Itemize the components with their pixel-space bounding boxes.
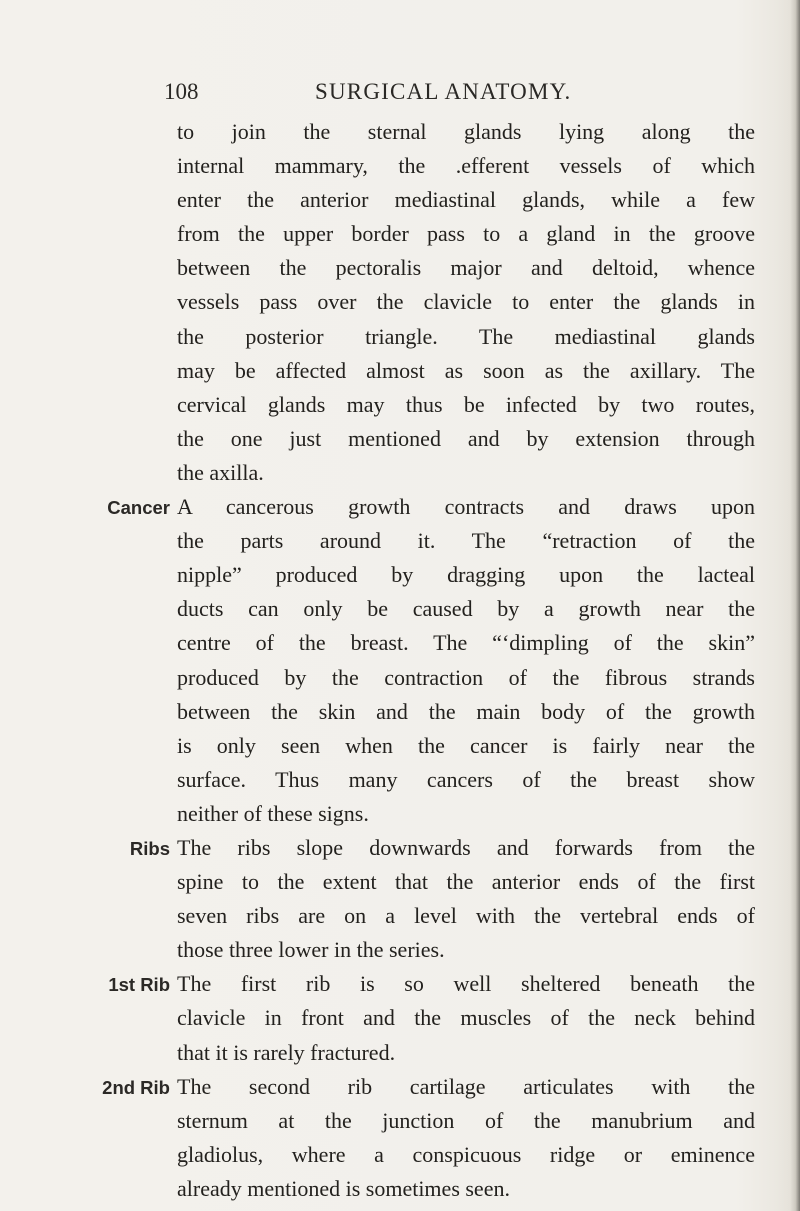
body-line-text: sternum at the junction of the manubrium and <box>177 1107 755 1133</box>
body-line-text: the one just mentioned and by extension through <box>177 425 755 451</box>
text-line <box>0 729 800 763</box>
body-line-text: internal mammary, the .efferent vessels of which <box>177 153 755 179</box>
text-line <box>0 558 800 592</box>
text-line <box>0 1001 800 1035</box>
body-line-text: the axilla. <box>177 459 264 485</box>
text-line <box>0 320 800 354</box>
body-line-text: vessels pass over the clavicle to enter the glands in <box>177 289 755 315</box>
text-line <box>0 899 800 933</box>
body-line-text: the parts around it. The “retraction of the <box>177 528 755 554</box>
margin-note: Ribs <box>129 837 170 859</box>
text-line <box>0 592 800 626</box>
text-line <box>0 422 800 456</box>
body-line-text: already mentioned is sometimes seen. <box>177 1175 510 1201</box>
body-line-text: centre of the breast. The “‘dimpling of the skin” <box>177 630 755 656</box>
body-line-text: The first rib is so well sheltered beneath the <box>177 971 755 997</box>
text-line <box>0 763 800 797</box>
body-line-text: produced by the contraction of the fibrous strands <box>177 664 755 690</box>
text-line <box>0 967 800 1001</box>
text-line <box>0 1138 800 1172</box>
body-line-text: between the pectoralis major and deltoid, whence <box>177 255 755 281</box>
body-line-text: clavicle in front and the muscles of the neck behind <box>177 1005 755 1031</box>
body-line-text: ducts can only be caused by a growth near the <box>177 596 755 622</box>
text-line <box>0 217 800 251</box>
text-line <box>0 695 800 729</box>
body-line-text: those three lower in the series. <box>177 937 445 963</box>
text-line <box>0 661 800 695</box>
body-line-text: nipple” produced by dragging upon the lacteal <box>177 562 755 588</box>
text-line <box>0 183 800 217</box>
body-line-text: cervical glands may thus be infected by two routes, <box>177 391 755 417</box>
text-line <box>0 1070 800 1104</box>
body-line-text: The ribs slope downwards and forwards from the <box>177 834 755 860</box>
text-line <box>0 865 800 899</box>
text-line <box>0 1172 800 1206</box>
body-line-text: neither of these signs. <box>177 800 369 826</box>
body-line-text: surface. Thus many cancers of the breast show <box>177 766 755 792</box>
text-line <box>0 115 800 149</box>
margin-note: 2nd Rib <box>102 1076 170 1098</box>
body-line-text: between the skin and the main body of the growth <box>177 698 755 724</box>
text-line <box>0 251 800 285</box>
running-head <box>0 72 800 112</box>
text-line <box>0 933 800 967</box>
body-line-text: that it is rarely fractured. <box>177 1039 396 1065</box>
page-edge-shadow <box>790 0 800 1211</box>
body-line-text: from the upper border pass to a gland in the groove <box>177 221 755 247</box>
text-line <box>0 797 800 831</box>
page-number: 108 <box>164 79 199 104</box>
text-line <box>0 285 800 319</box>
text-line <box>0 456 800 490</box>
body-line-text: seven ribs are on a level with the vertebral ends of <box>177 903 755 929</box>
body-line-text: spine to the extent that the anterior ends of the first <box>177 869 755 895</box>
body-line-text: is only seen when the cancer is fairly near the <box>177 732 755 758</box>
body-text-block <box>0 115 800 1206</box>
body-line-text: to join the sternal glands lying along the <box>177 119 755 144</box>
body-line-text: enter the anterior mediastinal glands, while a few <box>177 187 755 213</box>
margin-note: Cancer <box>107 497 170 519</box>
text-line <box>0 1104 800 1138</box>
body-line-text: the posterior triangle. The mediastinal glands <box>177 323 755 349</box>
text-line <box>0 524 800 558</box>
text-line <box>0 626 800 660</box>
text-line <box>0 388 800 422</box>
text-line <box>0 354 800 388</box>
text-line <box>0 1036 800 1070</box>
running-title: SURGICAL ANATOMY. <box>315 79 572 104</box>
body-line-text: may be affected almost as soon as the axillary. The <box>177 357 755 383</box>
text-line <box>0 149 800 183</box>
body-line-text: gladiolus, where a conspicuous ridge or eminence <box>177 1141 755 1167</box>
text-line <box>0 490 800 524</box>
body-line-text: A cancerous growth contracts and draws upon <box>177 494 755 520</box>
text-line <box>0 831 800 865</box>
body-line-text: The second rib cartilage articulates with the <box>177 1073 755 1099</box>
margin-note: 1st Rib <box>108 974 170 996</box>
